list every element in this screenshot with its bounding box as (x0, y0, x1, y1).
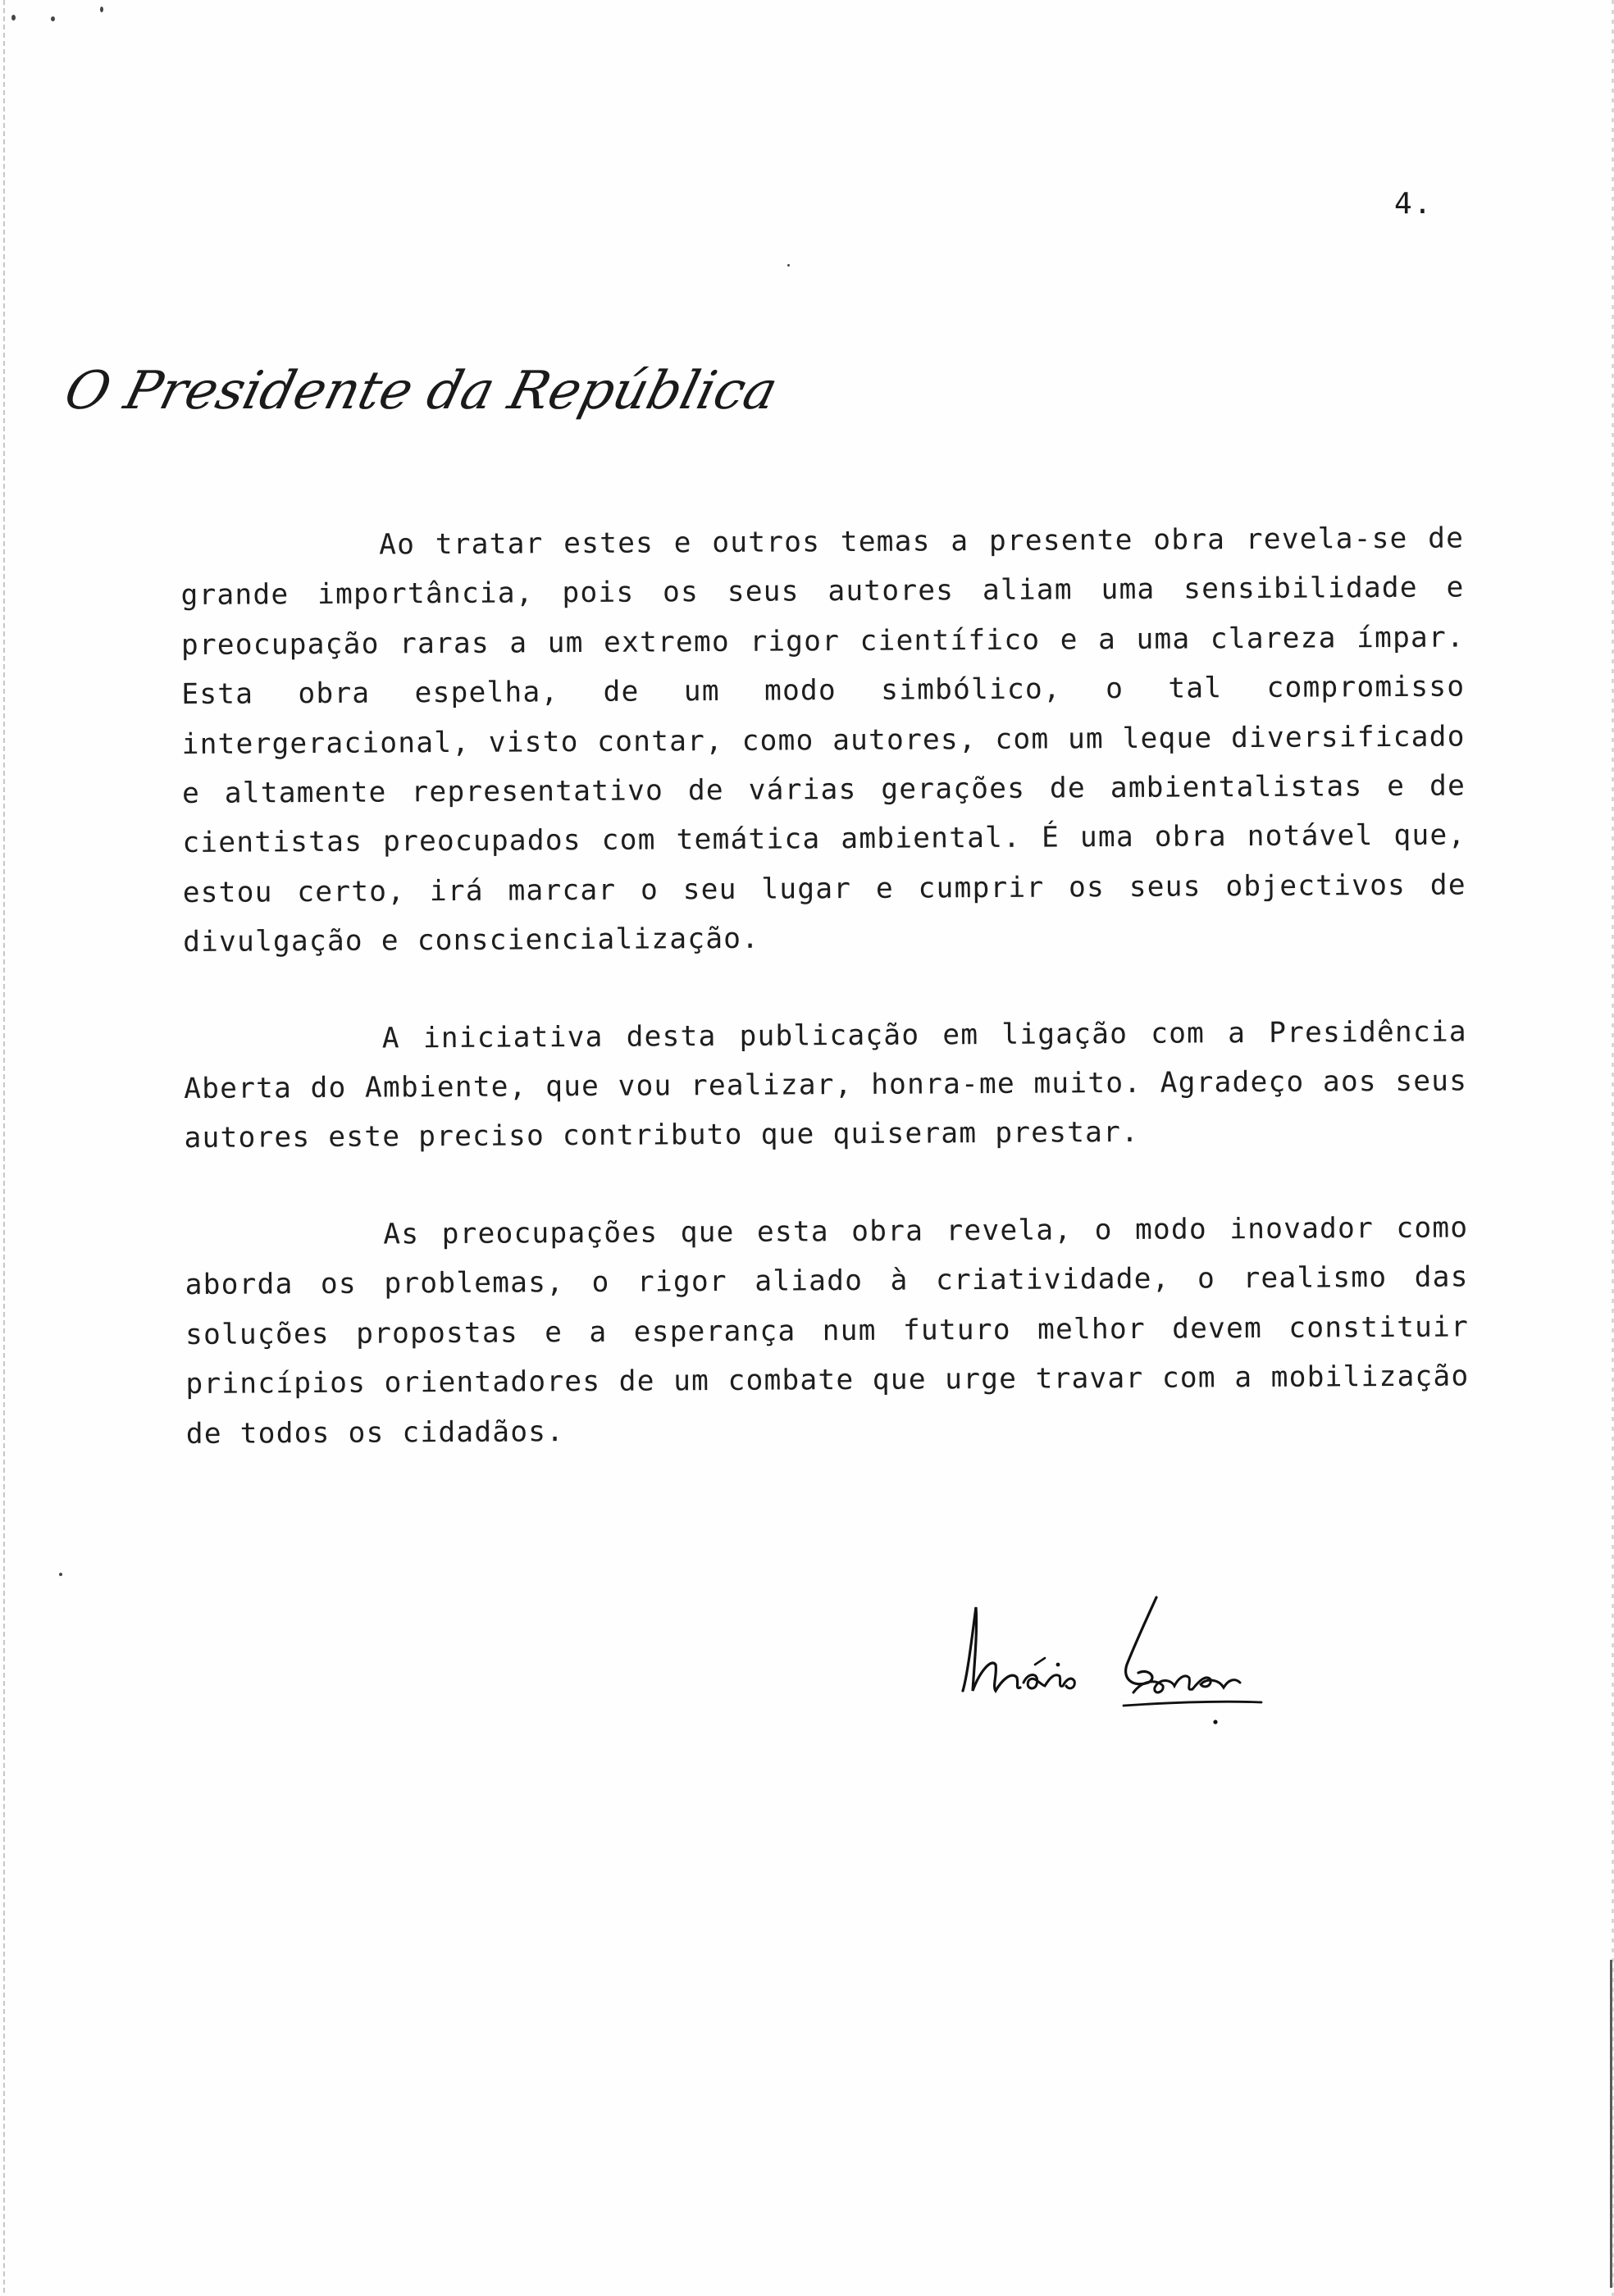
scan-right-edge-bottom (1610, 1960, 1612, 2288)
page-number: 4. (1394, 187, 1434, 221)
scan-speck (59, 1573, 62, 1576)
paragraph-2: A iniciativa desta publicação em ligação com a Presidência Aberta do Ambiente, que vou realizar, honra-me muito. Agradeço aos seus autores este preciso contributo que quiseram prestar. (184, 1015, 1468, 1155)
scan-speck (51, 16, 55, 21)
scan-left-edge (3, 0, 5, 2296)
letterhead-heading (58, 344, 784, 443)
letter-body (180, 513, 1470, 1506)
scan-speck (787, 264, 790, 266)
paragraph-3: As preocupações que esta obra revela, o modo inovador como aborda os problemas, o rigor aliado à criatividade, o realismo das soluções propostas e a esperança num futuro melhor devem constituir princípios orientadores de um combate que urge travar com a mobilização de todos os cidadãos. (185, 1211, 1470, 1451)
handwritten-signature (943, 1583, 1288, 1738)
scan-speck (100, 7, 103, 12)
letterhead-text: O Presidente da República (58, 360, 784, 421)
paragraph-1: Ao tratar estes e outros temas a presente obra revela-se de grande importância, pois os seus autores aliam uma sensibilidade e preocupação raras a um extremo rigor científico e a uma clareza ímpar. Esta obra espelha, de um modo simbólico, o tal compromisso intergeracional, visto contar, como autores, com um leque diversificado e altamente representativo de várias gerações de ambientalistas e de cientistas preocupados com temática ambiental. É uma obra notável que, estou certo, irá marcar o seu lugar e cumprir os seus objectivos de divulgação e consciencialização. (180, 522, 1466, 959)
scan-speck (11, 15, 16, 20)
